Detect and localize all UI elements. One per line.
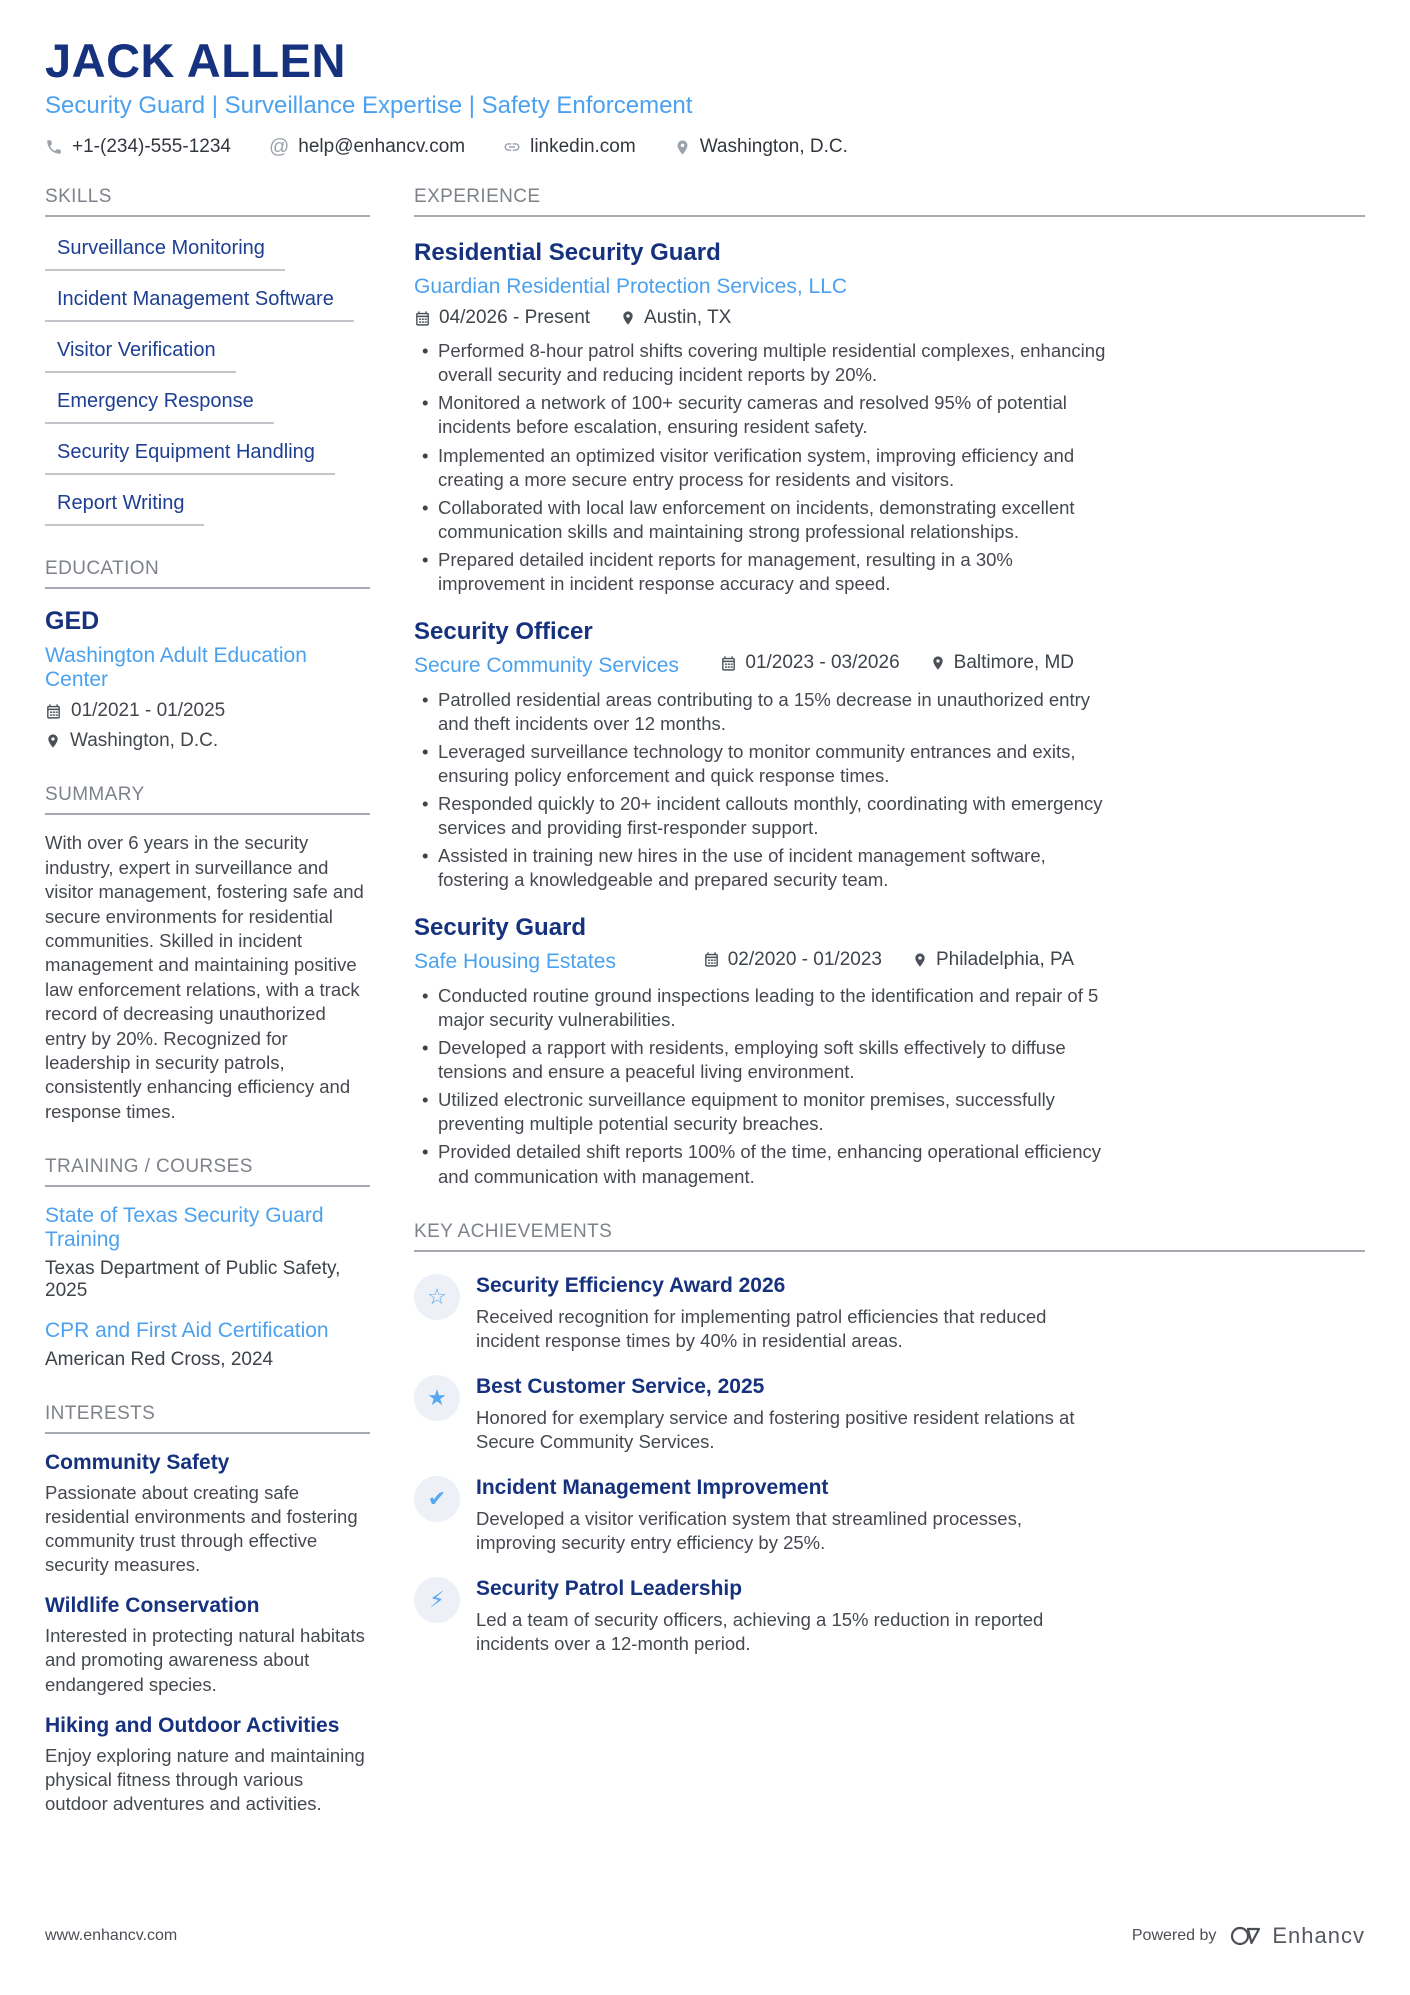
star-outline-icon: ☆	[414, 1274, 460, 1320]
summary-text: With over 6 years in the security industry, expert in surveillance and visitor management, fostering safe and secure environments for residential communities. Skilled in incident management and maintaining positive law enforcement relations, with a track record of decreasing unauthorized entry by 20%. Recognized for leadership in security patrols, consistently enhancing efficiency and response times.	[45, 832, 364, 1122]
job-dates	[720, 652, 899, 674]
check-icon: ✔	[414, 1476, 460, 1522]
training-title: TRAINING / COURSES	[45, 1156, 370, 1187]
job-bullet: • Performed 8-hour patrol shifts covering multiple residential complexes, enhancing overall security and reducing incident reports by 20%.	[414, 339, 1109, 387]
achievements-list	[414, 1274, 1365, 1656]
skill-item: Visitor Verification	[45, 339, 236, 373]
training-name: CPR and First Aid Certification	[45, 1319, 329, 1343]
job-bullet: • Prepared detailed incident reports for management, resulting in a 30% improvement in incident response accuracy and speed.	[414, 548, 1109, 596]
contact-phone[interactable]	[45, 136, 231, 158]
job-meta	[703, 949, 1074, 971]
job-dates	[703, 949, 882, 971]
job-entry	[414, 618, 1365, 892]
interest-item	[45, 1451, 370, 1577]
interest-description: Interested in protecting natural habitats and promoting awareness about endangered species.	[45, 1625, 365, 1695]
job-bullet: • Utilized electronic surveillance equipment to monitor premises, successfully preventing multiple potential security breaches.	[414, 1088, 1109, 1136]
job-location-text: Philadelphia, PA	[935, 948, 1074, 970]
job-company: Safe Housing Estates	[414, 950, 616, 974]
job-dates	[414, 307, 590, 329]
interest-name: Wildlife Conservation	[45, 1594, 260, 1618]
education-dates-text: 01/2021 - 01/2025	[71, 700, 226, 722]
job-company: Secure Community Services	[414, 653, 679, 677]
training-item	[45, 1319, 370, 1371]
skill-item: Report Writing	[45, 492, 204, 526]
person-name: JACK ALLEN	[45, 34, 346, 87]
footer-website[interactable]: www.enhancv.com	[45, 1927, 178, 1944]
job-company-row	[414, 942, 1074, 974]
contact-linkedin[interactable]	[503, 136, 636, 158]
achievement-text	[476, 1577, 1101, 1656]
job-bullet: • Responded quickly to 20+ incident callouts monthly, coordinating with emergency services and providing first-responder support.	[414, 792, 1109, 840]
education-school: Washington Adult Education Center	[45, 644, 307, 692]
training-organization: Texas Department of Public Safety, 2025	[45, 1258, 341, 1302]
at-icon: @	[268, 136, 290, 159]
job-bullets	[414, 339, 1109, 595]
resume-columns	[45, 186, 1365, 1847]
right-column	[414, 186, 1365, 1688]
calendar-icon	[414, 310, 431, 327]
achievement-description: Led a team of security officers, achieving a 15% reduction in reported incidents over a 12-month period.	[476, 1608, 1044, 1654]
powered-by-text: Powered by	[1131, 1927, 1217, 1944]
interests-list	[45, 1451, 370, 1815]
education-dates	[45, 700, 370, 722]
education-location	[45, 730, 370, 752]
education-location-text: Washington, D.C.	[70, 730, 219, 752]
calendar-icon	[45, 703, 62, 720]
enhancv-logo[interactable]	[1230, 1923, 1365, 1949]
contact-location-text: Washington, D.C.	[699, 136, 848, 158]
job-location	[930, 652, 1074, 674]
powered-by	[1132, 1923, 1365, 1949]
achievement-item	[414, 1274, 1365, 1353]
job-bullets	[414, 688, 1109, 892]
achievement-text	[476, 1476, 1101, 1555]
education-title: EDUCATION	[45, 558, 370, 589]
achievement-title: Best Customer Service, 2025	[476, 1374, 765, 1398]
contact-email[interactable]	[269, 136, 465, 158]
achievement-item	[414, 1375, 1365, 1454]
job-company: Guardian Residential Protection Services, LLC	[414, 275, 848, 299]
enhancv-brand-text: Enhancv	[1272, 1923, 1365, 1948]
skill-item: Security Equipment Handling	[45, 441, 335, 475]
job-dates-text: 02/2020 - 01/2023	[727, 948, 882, 970]
bolt-icon: ⚡	[414, 1577, 460, 1623]
contact-row	[45, 136, 1365, 158]
enhancv-logo-icon	[1230, 1924, 1264, 1948]
job-bullet: • Provided detailed shift reports 100% of the time, enhancing operational efficiency and communication with management.	[414, 1140, 1109, 1188]
job-bullet: • Patrolled residential areas contributing to a 15% decrease in unauthorized entry and theft incidents over 12 months.	[414, 688, 1109, 736]
jobs-list	[414, 239, 1365, 1188]
job-location-text: Austin, TX	[644, 307, 732, 329]
summary-title: SUMMARY	[45, 784, 370, 815]
interest-description: Enjoy exploring nature and maintaining physical fitness through various outdoor adventures and activities.	[45, 1744, 365, 1814]
training-section	[45, 1156, 370, 1371]
achievement-description: Received recognition for implementing patrol efficiencies that reduced incident response times by 40% in residential areas.	[476, 1305, 1047, 1351]
job-title: Security Officer	[414, 617, 593, 645]
job-title: Residential Security Guard	[414, 239, 721, 267]
skill-item: Surveillance Monitoring	[45, 237, 285, 271]
job-bullets	[414, 984, 1109, 1188]
job-entry	[414, 914, 1365, 1188]
left-column	[45, 186, 370, 1847]
skills-list	[45, 237, 370, 526]
location-icon	[674, 139, 691, 156]
contact-phone-text: +1-(234)-555-1234	[72, 136, 231, 158]
achievement-title: Incident Management Improvement	[476, 1475, 829, 1499]
job-bullet: • Conducted routine ground inspections leading to the identification and repair of 5 major security vulnerabilities.	[414, 984, 1109, 1032]
achievement-description: Honored for exemplary service and fostering positive resident relations at Secure Community Services.	[476, 1406, 1075, 1452]
link-icon	[503, 138, 521, 156]
phone-icon	[45, 138, 63, 156]
training-item	[45, 1204, 370, 1302]
interest-name: Community Safety	[45, 1451, 230, 1475]
contact-email-text: help@enhancv.com	[298, 136, 466, 158]
calendar-icon	[703, 951, 720, 968]
person-tagline: Security Guard | Surveillance Expertise | Safety Enforcement	[45, 92, 693, 120]
job-location	[912, 949, 1074, 971]
training-organization: American Red Cross, 2024	[45, 1349, 274, 1371]
summary-section	[45, 784, 370, 1124]
achievement-title: Security Efficiency Award 2026	[476, 1273, 786, 1297]
job-bullet: • Collaborated with local law enforcement on incidents, demonstrating excellent communication skills and maintaining strong professional relationships.	[414, 496, 1109, 544]
job-bullet: • Monitored a network of 100+ security cameras and resolved 95% of potential incidents before escalation, ensuring resident safety.	[414, 391, 1109, 439]
job-bullet: • Assisted in training new hires in the use of incident management software, fostering a knowledgeable and prepared security team.	[414, 844, 1109, 892]
interest-item	[45, 1594, 370, 1696]
job-bullet: • Developed a rapport with residents, employing soft skills effectively to diffuse tensions and ensure a peaceful living environment.	[414, 1036, 1109, 1084]
achievement-item	[414, 1577, 1365, 1656]
job-meta	[720, 652, 1074, 674]
job-location	[620, 307, 731, 329]
job-dates-text: 04/2026 - Present	[439, 307, 591, 329]
achievements-title: KEY ACHIEVEMENTS	[414, 1221, 1365, 1252]
training-list	[45, 1204, 370, 1371]
training-name: State of Texas Security Guard Training	[45, 1204, 324, 1252]
skill-item: Emergency Response	[45, 390, 274, 424]
resume-header	[45, 36, 1365, 158]
achievement-item	[414, 1476, 1365, 1555]
job-bullet: • Implemented an optimized visitor verification system, improving efficiency and creating a more secure entry process for residents and visitors.	[414, 444, 1109, 492]
job-bullet: • Leveraged surveillance technology to monitor community entrances and exits, ensuring policy enforcement and quick response times.	[414, 740, 1109, 788]
location-icon	[45, 733, 61, 749]
job-company-row	[414, 646, 1074, 678]
achievement-title: Security Patrol Leadership	[476, 1576, 743, 1600]
skills-title: SKILLS	[45, 186, 370, 217]
contact-location	[674, 136, 848, 158]
contact-linkedin-text: linkedin.com	[530, 136, 636, 158]
interest-item	[45, 1714, 370, 1816]
page-footer	[45, 1923, 1365, 1949]
education-degree: GED	[45, 607, 100, 636]
achievement-description: Developed a visitor verification system that streamlined processes, improving security entry efficiency by 25%.	[476, 1507, 1022, 1553]
pin-icon	[930, 655, 946, 671]
job-dates-text: 01/2023 - 03/2026	[745, 652, 900, 674]
interest-description: Passionate about creating safe residential environments and fostering community trust through effective security measures.	[45, 1482, 358, 1576]
star-filled-icon: ★	[414, 1375, 460, 1421]
skill-item: Incident Management Software	[45, 288, 354, 322]
achievement-text	[476, 1274, 1101, 1353]
interest-name: Hiking and Outdoor Activities	[45, 1713, 340, 1737]
skills-section	[45, 186, 370, 526]
interests-section	[45, 1403, 370, 1815]
job-meta	[414, 307, 1365, 329]
achievement-text	[476, 1375, 1101, 1454]
job-title: Security Guard	[414, 914, 587, 942]
achievements-section	[414, 1221, 1365, 1656]
pin-icon	[912, 952, 928, 968]
education-section	[45, 558, 370, 752]
pin-icon	[620, 310, 636, 326]
experience-title: EXPERIENCE	[414, 186, 1365, 217]
job-location-text: Baltimore, MD	[953, 652, 1074, 674]
experience-section	[414, 186, 1365, 1188]
job-entry	[414, 239, 1365, 595]
calendar-icon	[720, 655, 737, 672]
interests-title: INTERESTS	[45, 1403, 370, 1434]
